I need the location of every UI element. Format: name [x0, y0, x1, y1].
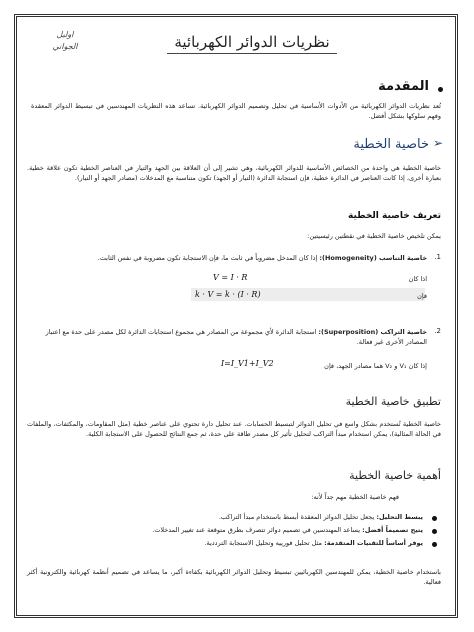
equation-scaled: k · V = k · (I · R) [195, 290, 261, 299]
bullet-icon [432, 516, 437, 521]
importance-heading: أهمية خاصية الخطية [349, 469, 441, 482]
then-label: فإن [417, 292, 427, 300]
importance-item-2-term: يتيح تصميماً أفضل: [362, 526, 423, 534]
item-2 [37, 327, 427, 347]
linearity-heading: خاصية الخطية [353, 137, 429, 152]
handwritten-note [35, 29, 95, 53]
importance-item-1-text: يجعل تحليل الدوائر المعقدة أبسط باستخدام مبدأ التراكب. [218, 513, 377, 521]
importance-item-1-term: يبسط التحليل: [376, 513, 423, 521]
closing-paragraph: باستخدام خاصية الخطية، يمكن للمهندسين الكهربائيين تبسيط وتحليل الدوائر الكهربائية بكفاءة أكبر، ما يساعد في تصميم أنظمة كهربائية والكترونية أكثر فعالية. [27, 568, 441, 586]
intro-paragraph: تُعد نظريات الدوائر الكهربائية من الأدوات الأساسية في تحليل وتصميم الدوائر الكهربائية. تساعد هذه النظريات المهندسين في تبسيط الدوائر المعقدة وفهم سلوكها بشكل أفضل. [31, 102, 441, 120]
importance-item-1 [43, 512, 423, 522]
item-2-text: استجابة الدائرة لأي مجموعة من المصادر هي مجموع استجابات الدائرة لكل مصدر على حدة مع اعتبار المصادر الأخرى غير فعالة. [45, 328, 427, 346]
bullet-icon [438, 87, 443, 92]
equation-superposition: I=I_V1+I_V2 [221, 359, 274, 368]
handwritten-line-2: الجواني [52, 42, 78, 51]
importance-item-2-text: يساعد المهندسين في تصميم دوائر تتصرف بطرق متوقعة عند تغيير المدخلات. [152, 526, 363, 534]
if-label: اذا كان [408, 275, 427, 283]
document-page [14, 14, 458, 618]
importance-item-3 [43, 538, 423, 548]
linearity-paragraph: خاصية الخطية هي واحدة من الخصائص الأساسية للدوائر الكهربائية، وهي تشير إلى أن العلاقة بين الجهد والتيار في العناصر الخطية تكون علاقة خطية. بعبارة أخرى، إذا كانت العناصر في الدائرة خطية، فإن استجابة الدائرة (التيار أو الجهد) تكون متناسبة مع المدخلات (مصادر الجهد أو التيار). [27, 164, 441, 182]
application-heading: تطبيق خاصية الخطية [345, 395, 441, 408]
importance-item-3-term: يوفر أساساً للتقنيات المتقدمة: [324, 539, 423, 547]
importance-item-3-text: مثل تحليل فورييه وتحليل الاستجابة الترددية. [204, 539, 325, 547]
item-1-term: خاصية التناسب (Homogeneity): [319, 254, 427, 262]
handwritten-line-1: اوليل [56, 30, 74, 39]
page-title: نظريات الدوائر الكهربائية [167, 33, 337, 54]
definition-heading: تعريف خاصية الخطية [348, 211, 441, 221]
intro-heading: المقدمة [378, 79, 429, 94]
importance-intro: فهم خاصية الخطية مهم جداً لأنه: [311, 493, 399, 501]
superposition-label: إذا كان V₁ و V₂ هما مصادر الجهد، فإن [324, 362, 427, 370]
item-1-number: 1. [434, 253, 441, 261]
definition-intro: يمكن تلخيص خاصية الخطية في نقطتين رئيسيتين: [307, 232, 441, 240]
application-paragraph: خاصية الخطية تُستخدم بشكل واسع في تحليل الدوائر لتبسيط الحسابات. عند تحليل دارة تحتوي على عناصر خطية (مثل المقاومات، والمكثفات، والملفات في الحالة المثالية)، يمكن استخدام مبدأ التراكب لتحليل تأثير كل مصدر طاقة على حدة، ثم جمع النتائج للحصول على الاستجابة الكلية. [27, 420, 441, 438]
chevron-right-icon: ➢ [432, 136, 443, 150]
item-1-text: إذا كان المدخل مضروباً في ثابت ما، فإن الاستجابة تكون مضروبة في نفس الثابت. [97, 254, 320, 262]
item-2-number: 2. [434, 327, 441, 335]
equation-ohm: V = I · R [213, 273, 248, 282]
item-2-term: خاصية التراكب (Superposition): [318, 328, 427, 336]
item-1 [57, 253, 427, 263]
bullet-icon [432, 542, 437, 547]
bullet-icon [432, 529, 437, 534]
importance-item-2 [43, 525, 423, 535]
